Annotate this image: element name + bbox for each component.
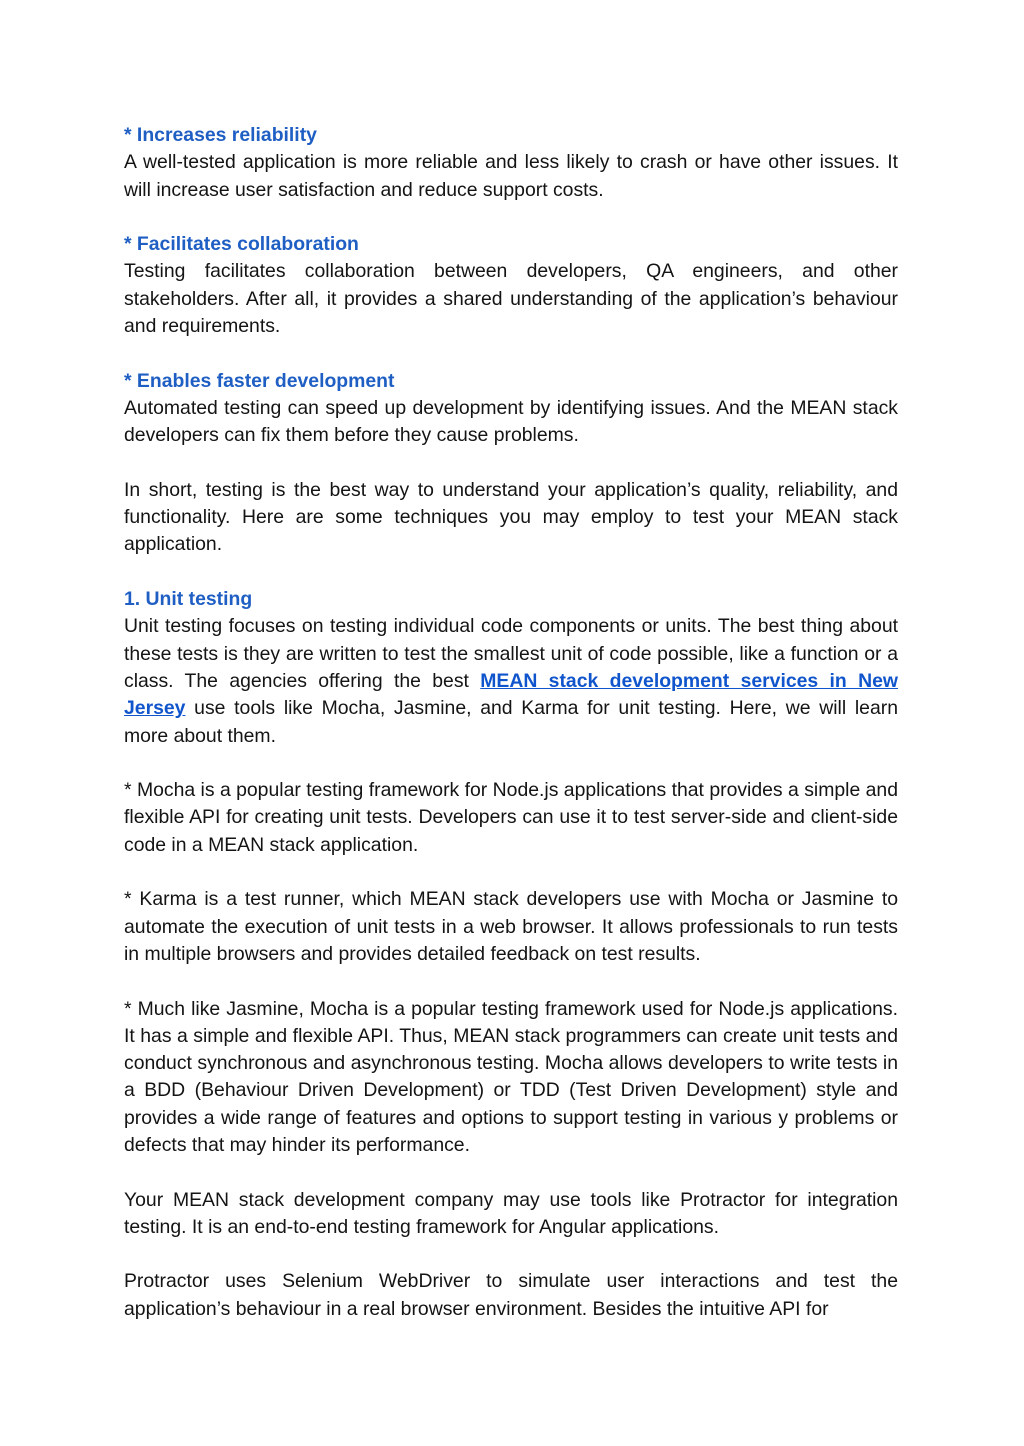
paragraph-protractor: Protractor uses Selenium WebDriver to simulate user interactions and test the application’s behaviour in a real browser environment. Besides the intuitive API for (124, 1270, 898, 1320)
paragraph-spacer (124, 450, 898, 477)
paragraph-spacer (124, 204, 898, 231)
paragraph-spacer (124, 1241, 898, 1268)
paragraph-much-like-jasmine: * Much like Jasmine, Mocha is a popular testing framework used for Node.js applications. It has a simple and flexible API. Thus, MEAN stack programmers can create unit tests and conduct synchronous and asynchronous testing. Mocha allows developers to write tests in a BDD (Behaviour Driven Development) or TDD (Test Driven Development) style and provides a wide range of features and options to support testing in various y problems or defects that may hinder its performance. (124, 997, 898, 1156)
paragraph-integration-testing: Your MEAN stack development company may use tools like Protractor for integration testing. It is an end-to-end testing framework for Angular applications. (124, 1188, 898, 1238)
paragraph-karma: * Karma is a test runner, which MEAN stack developers use with Mocha or Jasmine to automate the execution of unit tests in a web browser. It allows professionals to run tests in multiple browsers and provides detailed feedback on test results. (124, 888, 898, 965)
unit-testing-text-after-link: use tools like Mocha, Jasmine, and Karma for unit testing. Here, we will learn more about them. (124, 697, 898, 747)
paragraph-spacer (124, 1159, 898, 1186)
paragraph-mocha: * Mocha is a popular testing framework for Node.js applications that provides a simple and flexible API for creating unit tests. Developers can use it to test server-side and client-side code in a MEAN stack application. (124, 779, 898, 856)
unit-testing-text-before-link: Unit testing focuses on testing individual code components or units. The best thing about these tests is they are written to test the smallest unit of code possible, like a function or a class. The agencies offering the best (124, 615, 898, 692)
paragraph-spacer (124, 340, 898, 367)
heading-increases-reliability: * Increases reliability (124, 124, 317, 146)
paragraph-spacer (124, 859, 898, 886)
paragraph-facilitates-collaboration: Testing facilitates collaboration between developers, QA engineers, and other stakeholders. After all, it provides a shared understanding of the application’s behaviour and requirements. (124, 260, 898, 338)
heading-unit-testing: 1. Unit testing (124, 588, 253, 611)
document-page (124, 122, 898, 1323)
paragraph-in-short: In short, testing is the best way to understand your application’s quality, reliability, and functionality. Here are some techniques you may employ to test your MEAN stack application. (124, 478, 898, 556)
paragraph-spacer (124, 750, 898, 777)
mean-stack-services-link[interactable]: MEAN stack development services in New Jersey (124, 669, 898, 720)
heading-facilitates-collaboration: * Facilitates collaboration (124, 233, 359, 256)
paragraph-enables-faster-development: Automated testing can speed up development by identifying issues. And the MEAN stack developers can fix them before they cause problems. (124, 396, 898, 447)
paragraph-unit-testing (124, 613, 898, 749)
paragraph-spacer (124, 559, 898, 586)
paragraph-spacer (124, 968, 898, 995)
paragraph-increases-reliability: A well-tested application is more reliable and less likely to crash or have other issues. It will increase user satisfaction and reduce support costs. (124, 151, 898, 201)
heading-enables-faster-development: * Enables faster development (124, 369, 395, 392)
